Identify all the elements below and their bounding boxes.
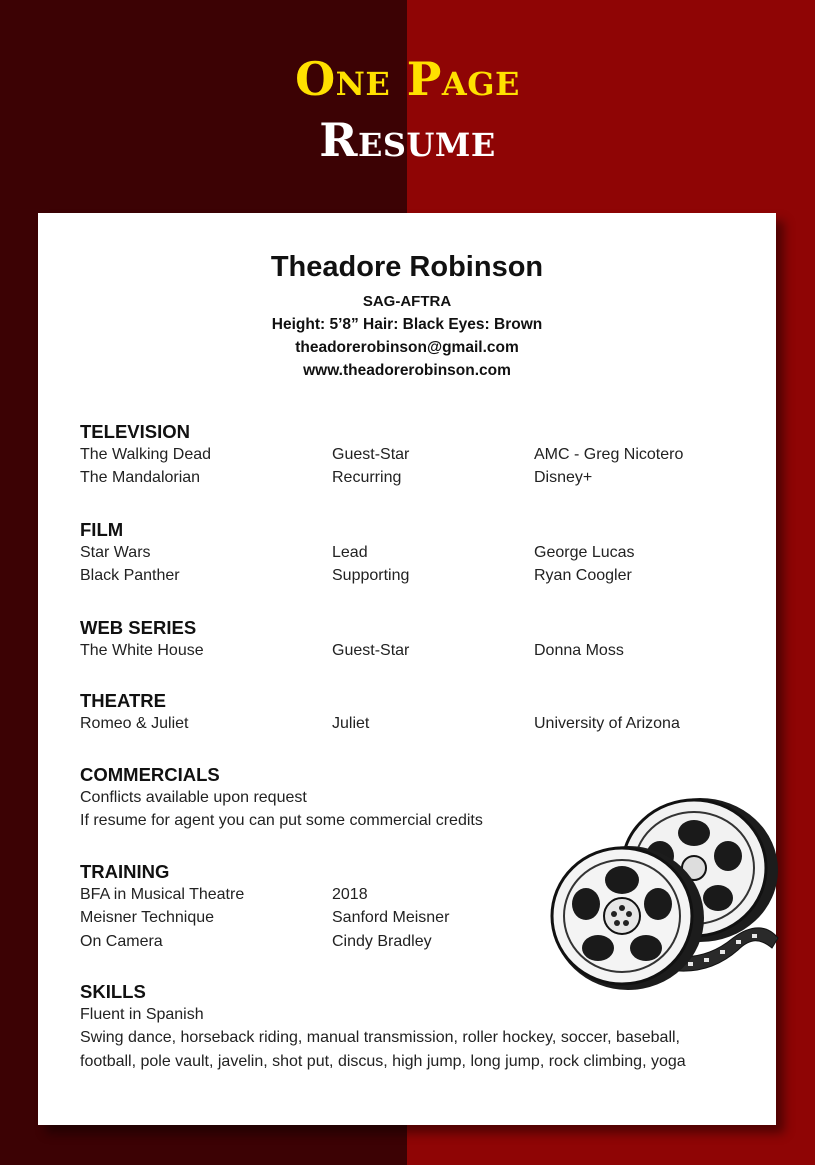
web-series-section bbox=[80, 617, 740, 662]
skills-line: football, pole vault, javelin, shot put, discus, high jump, long jump, rock climbing, yoga bbox=[80, 1052, 686, 1070]
credit-director: Donna Moss bbox=[534, 642, 624, 659]
credit-row bbox=[80, 466, 740, 489]
banner-title-line2: Resume bbox=[319, 113, 496, 167]
commercials-line: Conflicts available upon request bbox=[80, 789, 307, 806]
resume-page bbox=[38, 213, 776, 1125]
section-heading: COMMERCIALS bbox=[80, 764, 220, 785]
commercials-line: If resume for agent you can put some commercial credits bbox=[80, 812, 483, 830]
physical-stats: Height: 5’8” Hair: Black Eyes: Brown bbox=[271, 316, 543, 333]
credit-row bbox=[80, 443, 740, 466]
training-detail: Sanford Meisner bbox=[332, 909, 450, 927]
actor-name: Theadore Robinson bbox=[270, 251, 544, 283]
credit-title: Star Wars bbox=[80, 544, 151, 561]
theatre-section bbox=[80, 690, 740, 735]
training-program: On Camera bbox=[80, 932, 163, 950]
credit-title: The Mandalorian bbox=[80, 469, 201, 487]
website-address: www.theadorerobinson.com bbox=[303, 362, 511, 379]
credit-role: Supporting bbox=[332, 567, 410, 585]
credit-title: Black Panther bbox=[80, 567, 180, 585]
film-reel-icon bbox=[528, 788, 788, 1008]
credit-director: Disney+ bbox=[534, 469, 593, 487]
film-section bbox=[80, 519, 740, 588]
section-heading: TELEVISION bbox=[80, 421, 190, 442]
front-reel bbox=[552, 846, 704, 990]
skills-line: Swing dance, horseback riding, manual transmission, roller hockey, soccer, baseball, bbox=[80, 1029, 680, 1047]
training-program: Meisner Technique bbox=[80, 909, 215, 927]
section-heading: WEB SERIES bbox=[80, 617, 197, 638]
section-heading: SKILLS bbox=[80, 981, 146, 1002]
credit-row bbox=[80, 541, 740, 564]
training-program: BFA in Musical Theatre bbox=[80, 886, 245, 903]
credit-director: Ryan Coogler bbox=[534, 567, 632, 585]
section-heading: TRAINING bbox=[80, 861, 170, 882]
television-section bbox=[80, 421, 740, 490]
skills-line: Fluent in Spanish bbox=[80, 1006, 204, 1023]
credit-title: The Walking Dead bbox=[80, 446, 212, 463]
credit-row bbox=[80, 639, 740, 662]
credit-row bbox=[80, 564, 740, 587]
training-detail: Cindy Bradley bbox=[332, 932, 432, 950]
section-heading: FILM bbox=[80, 519, 124, 540]
credit-title: The White House bbox=[80, 642, 204, 659]
union-affiliation: SAG-AFTRA bbox=[362, 293, 452, 310]
credit-director: George Lucas bbox=[534, 544, 635, 561]
section-heading: THEATRE bbox=[80, 690, 166, 711]
credit-director: AMC - Greg Nicotero bbox=[534, 446, 684, 463]
credit-role: Recurring bbox=[332, 469, 402, 487]
email-address: theadorerobinson@gmail.com bbox=[295, 339, 519, 356]
credit-director: University of Arizona bbox=[534, 715, 680, 732]
credit-row bbox=[80, 712, 740, 735]
credit-title: Romeo & Juliet bbox=[80, 715, 189, 732]
credit-role: Juliet bbox=[332, 715, 370, 732]
credit-role: Guest-Star bbox=[332, 642, 410, 659]
banner-title-line1: One Page bbox=[295, 52, 520, 106]
credit-role: Lead bbox=[332, 544, 368, 561]
credit-role: Guest-Star bbox=[332, 446, 410, 463]
training-detail: 2018 bbox=[332, 886, 368, 903]
